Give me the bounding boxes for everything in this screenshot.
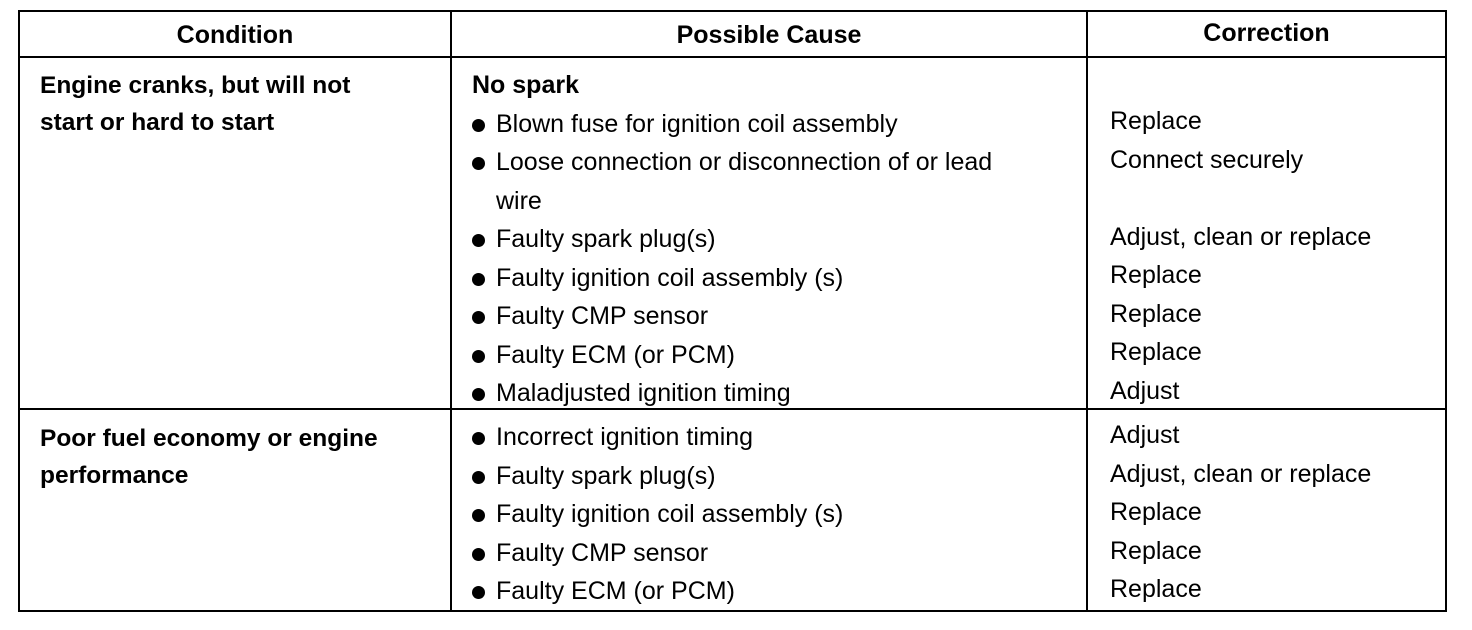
- header-condition: Condition: [176, 20, 294, 49]
- cause-item: Faulty spark plug(s): [472, 220, 1097, 259]
- cause-item: Faulty CMP sensor: [472, 534, 1097, 573]
- bullet-icon: [472, 157, 485, 170]
- correction-item: Replace: [1110, 575, 1202, 603]
- bullet-icon: [472, 548, 485, 561]
- condition-cell: [40, 67, 445, 141]
- troubleshooting-table: [18, 10, 1447, 612]
- cause-cell: [472, 66, 1097, 413]
- bullet-icon: [472, 350, 485, 363]
- header-correction: Correction: [1203, 18, 1330, 47]
- correction-item: Replace: [1110, 107, 1202, 135]
- correction-item: Replace: [1110, 299, 1202, 328]
- cause-item: Faulty spark plug(s): [472, 457, 1097, 496]
- bullet-icon: [472, 234, 485, 247]
- bullet-icon: [472, 509, 485, 522]
- correction-item: Adjust, clean or replace: [1110, 459, 1372, 488]
- bullet-icon: [472, 273, 485, 286]
- bullet-icon: [472, 311, 485, 324]
- correction-item: Replace: [1110, 498, 1202, 526]
- cause-item: Faulty ignition coil assembly (s): [472, 495, 1097, 534]
- correction-cell: [1110, 416, 1440, 609]
- cause-heading: No spark: [472, 71, 579, 99]
- bullet-icon: [472, 119, 485, 132]
- correction-item: Replace: [1110, 338, 1202, 366]
- cause-cell: [472, 418, 1097, 611]
- header-possible-cause: Possible Cause: [676, 20, 862, 49]
- condition-line: start or hard to start: [40, 109, 275, 136]
- cause-item: Incorrect ignition timing: [472, 418, 1097, 457]
- cause-item: Faulty CMP sensor: [472, 297, 1097, 336]
- condition-cell: [40, 420, 445, 494]
- cause-item: Faulty ignition coil assembly (s): [472, 259, 1097, 298]
- bullet-icon: [472, 586, 485, 599]
- correction-item: Adjust, clean or replace: [1110, 222, 1372, 251]
- correction-item: Adjust: [1110, 376, 1180, 405]
- cause-item: Faulty ECM (or PCM): [472, 336, 1097, 375]
- correction-cell: [1110, 102, 1440, 410]
- cause-item: Loose connection or disconnection of or lead: [472, 143, 1097, 182]
- correction-item: Replace: [1110, 261, 1202, 289]
- condition-line: Engine cranks, but will not: [40, 72, 351, 99]
- bullet-icon: [472, 471, 485, 484]
- correction-item: Replace: [1110, 536, 1202, 565]
- correction-item: Adjust: [1110, 421, 1180, 449]
- cause-item: Maladjusted ignition timing: [472, 374, 1097, 413]
- correction-item: Connect securely: [1110, 145, 1304, 174]
- cause-item-continuation: wire: [496, 186, 542, 215]
- condition-line: Poor fuel economy or engine: [40, 425, 378, 452]
- cause-item: Faulty ECM (or PCM): [472, 572, 1097, 611]
- bullet-icon: [472, 432, 485, 445]
- condition-line: performance: [40, 462, 189, 489]
- cause-item: Blown fuse for ignition coil assembly: [472, 105, 1097, 144]
- bullet-icon: [472, 388, 485, 401]
- column-divider: [450, 12, 452, 610]
